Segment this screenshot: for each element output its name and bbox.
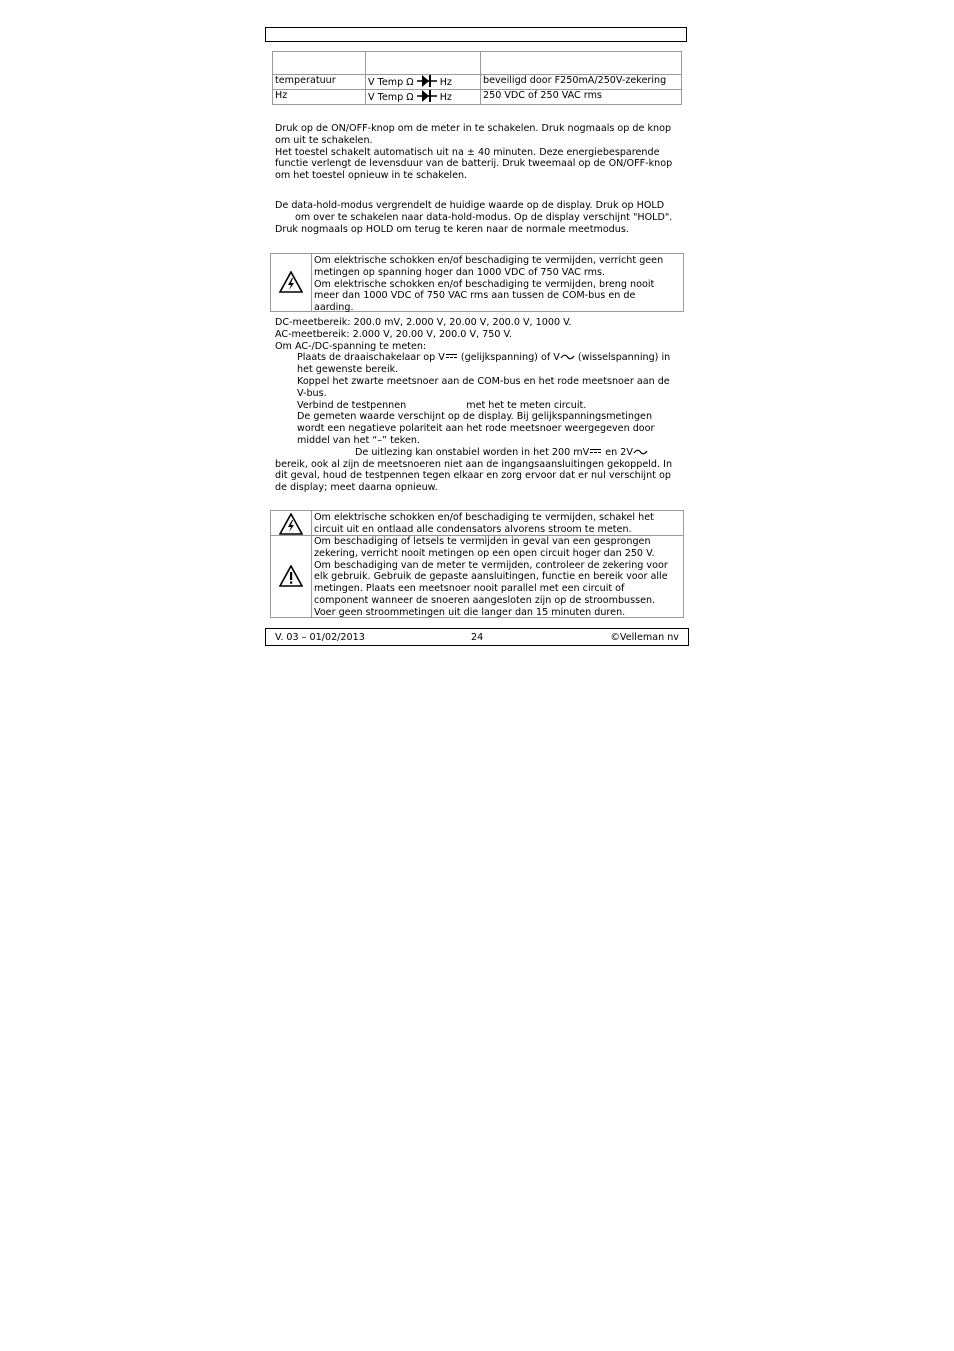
text-line: Om beschadiging of letsels te vermijden in geval van een gesprongen: [314, 536, 651, 547]
note-text: en 2V: [605, 446, 633, 458]
warning-text: [314, 512, 680, 536]
text-line: metingen op spanning hoger dan 1000 VDC of 750 VAC rms.: [314, 266, 606, 278]
table-row: [273, 90, 682, 105]
note-text: dit geval, houd de testpennen tegen elkaar en zorg ervoor dat er nul verschijnt op: [275, 470, 671, 482]
table-row: [273, 75, 682, 90]
warning-box-voltage: [270, 253, 684, 312]
text-line: metingen. Plaats een meetsnoer nooit parallel met een circuit of: [314, 583, 625, 595]
function-label: V Temp Ω: [368, 92, 414, 103]
step-text: Plaats de draaischakelaar op V: [297, 352, 445, 364]
note-text: de display; meet daarna opnieuw.: [275, 482, 438, 494]
table-cell: [366, 52, 481, 75]
warning-icon-cell: [271, 254, 312, 311]
text-line: Om elektrische schokken en/of beschadiging te vermijden, breng nooit: [314, 278, 655, 290]
step-text: het gewenste bereik.: [297, 364, 399, 376]
table-cell-functions: [366, 75, 481, 90]
step-3: [275, 400, 685, 412]
text-line: Om elektrische schokken en/of beschadiging te vermijden, verricht geen: [314, 255, 664, 266]
hold-paragraph: [275, 200, 685, 235]
page-footer: [265, 628, 689, 646]
step-text: V-bus.: [297, 387, 327, 399]
footer-page-number: 24: [471, 632, 484, 643]
diode-icon: [417, 90, 437, 102]
warning-icon-cell: [271, 511, 312, 617]
note-line: [275, 447, 685, 459]
text-line: Druk nogmaals op HOLD om terug te keren naar de normale meetmodus.: [275, 223, 629, 235]
warning-text: [314, 255, 680, 314]
note-text: bereik, ook al zijn de meetsnoeren niet aan de ingangsaansluitingen gekoppeld. In: [275, 458, 673, 470]
text-line: Het toestel schakelt automatisch uit na ± 40 minuten. Deze energiebesparende: [275, 146, 660, 158]
text-line: elk gebruik. Gebruik de gepaste aansluitingen, functie en bereik voor alle: [314, 571, 668, 583]
high-voltage-icon: [279, 513, 303, 535]
table-row: [273, 52, 682, 75]
table-cell: 250 VDC of 250 VAC rms: [481, 90, 682, 105]
warning-text: [314, 536, 680, 619]
text-line: circuit uit en ontlaad alle condensators alvorens stroom te meten.: [314, 523, 632, 535]
step-text: (wisselspanning) in: [577, 352, 671, 364]
text-line: Om elektrische schokken en/of beschadiging te vermijden, schakel het: [314, 512, 654, 523]
step-4: De gemeten waarde verschijnt op de display. Bij gelijkspanningsmetingen: [297, 411, 653, 423]
dc-symbol-icon: [589, 447, 602, 455]
text-line: Voer geen stroommetingen uit die langer dan 15 minuten duren.: [314, 606, 626, 618]
text-line: aarding.: [314, 302, 354, 314]
ac-symbol-icon: [560, 353, 575, 361]
text-line: De data-hold-modus vergrendelt de huidige waarde op de display. Druk op HOLD: [275, 200, 665, 211]
text-line: om het toestel opnieuw in te schakelen.: [275, 170, 468, 182]
table-cell: beveiligd door F250mA/250V-zekering: [481, 75, 682, 90]
function-label: V Temp Ω: [368, 77, 414, 88]
text-line: om over te schakelen naar data-hold-modus. Op de display verschijnt "HOLD".: [295, 211, 673, 223]
text-line: zekering, verricht nooit metingen op een open circuit hoger dan 250 V.: [314, 547, 655, 559]
text-line: Druk op de ON/OFF-knop om de meter in te schakelen. Druk nogmaals op de knop: [275, 123, 672, 134]
step-2: Koppel het zwarte meetsnoer aan de COM-bus en het rode meetsnoer aan de: [297, 375, 670, 387]
intro-text: Om AC-/DC-spanning te meten:: [275, 340, 427, 352]
step-text: wordt een negatieve polariteit aan het rode meetsnoer weergegeven door: [297, 423, 655, 435]
step-text: met het te meten circuit.: [466, 399, 587, 411]
table-cell-functions: [366, 90, 481, 105]
ac-symbol-icon: [633, 448, 648, 456]
text-line: functie verlengt de levensduur van de batterij. Druk tweemaal op de ON/OFF-knop: [275, 158, 673, 170]
function-label: Hz: [439, 77, 452, 88]
table-cell: temperatuur: [273, 75, 366, 90]
dc-symbol-icon: [445, 352, 458, 360]
function-label: Hz: [439, 92, 452, 103]
step-text: middel van het “–” teken.: [297, 434, 420, 446]
table-cell: Hz: [273, 90, 366, 105]
table-cell: [273, 52, 366, 75]
footer-copyright: ©Velleman nv: [610, 632, 679, 643]
text-line: component wanneer de snoeren aangesloten zijn op de stroombussen.: [314, 594, 656, 606]
step-text: (gelijkspanning) of V: [460, 352, 560, 364]
warning-box-current: [270, 510, 684, 618]
table-cell: [481, 52, 682, 75]
diode-icon: [417, 75, 437, 87]
text-line: Om beschadiging van de meter te vermijden, controleer de zekering voor: [314, 559, 668, 571]
spec-table: [272, 51, 682, 105]
text-line: om uit te schakelen.: [275, 134, 373, 146]
ac-range-text: AC-meetbereik: 2.000 V, 20.00 V, 200.0 V, 750 V.: [275, 328, 512, 340]
footer-version: V. 03 – 01/02/2013: [275, 632, 365, 643]
warning-exclamation-icon: [279, 565, 303, 587]
dc-range-text: DC-meetbereik: 200.0 mV, 2.000 V, 20.00 V, 200.0 V, 1000 V.: [275, 317, 572, 328]
high-voltage-icon: [279, 271, 303, 293]
step-text: Verbind de testpennen: [297, 399, 407, 411]
step-1: [275, 352, 685, 364]
note-text: De uitlezing kan onstabiel worden in het 200 mV: [355, 446, 590, 458]
power-paragraph: [275, 123, 685, 182]
text-line: meer dan 1000 VDC of 750 VAC rms aan tussen de COM-bus en de: [314, 290, 636, 302]
page-header-box: [265, 27, 687, 42]
voltage-section: [275, 317, 685, 494]
